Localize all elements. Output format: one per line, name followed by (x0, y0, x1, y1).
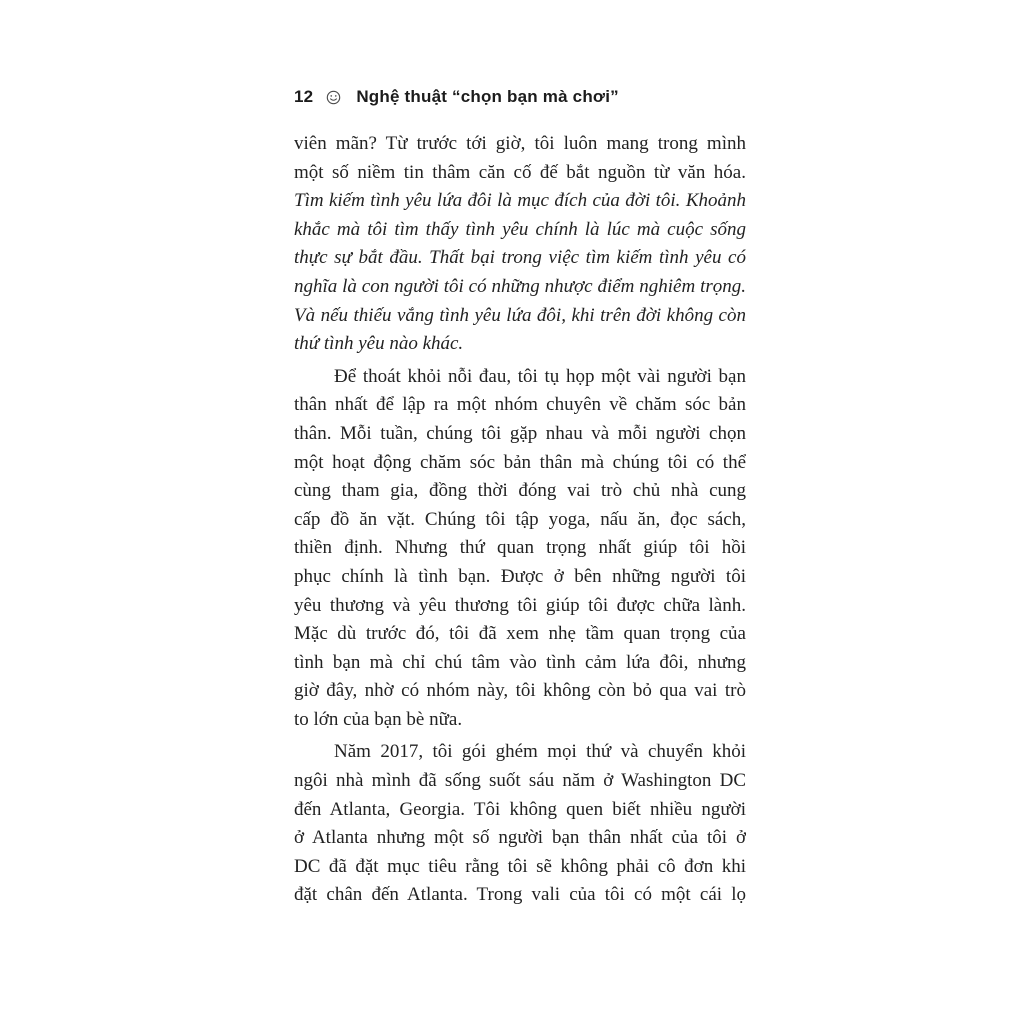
text-line: ngôi nhà mình đã sống suốt sáu năm ở Washington DC (294, 770, 746, 792)
text-line: đặt chân đến Atlanta. Trong vali của tôi có một cái lọ (294, 884, 746, 906)
page-number: 12 (294, 87, 314, 106)
text-line: khắc mà tôi tìm thấy tình yêu chính là lúc mà cuộc sống (294, 218, 746, 240)
text-line: thân. Mỗi tuần, chúng tôi gặp nhau và mỗi người chọn (294, 422, 746, 444)
text-line: một số niềm tin thâm căn cố đế bắt nguồn từ văn hóa. (294, 161, 746, 183)
text-line: thân nhất để lập ra một nhóm chuyên về chăm sóc bản (294, 394, 746, 416)
text-line: Tìm kiếm tình yêu lứa đôi là mục đích của đời tôi. Khoảnh (294, 190, 746, 212)
text-line: một hoạt động chăm sóc bản thân mà chúng tôi có thể (294, 451, 746, 473)
text-line: thứ tình yêu nào khác. (294, 333, 464, 355)
text-line: Mặc dù trước đó, tôi đã xem nhẹ tầm quan trọng của (294, 623, 746, 645)
text-line: thực sự bắt đầu. Thất bại trong việc tìm kiếm tình yêu có (294, 247, 746, 269)
text-line: yêu thương và yêu thương tôi giúp tôi được chữa lành. (294, 594, 746, 616)
text-line: tình bạn mà chỉ chú tâm vào tình cảm lứa đôi, nhưng (294, 651, 746, 673)
text-line: cấp đồ ăn vặt. Chúng tôi tập yoga, nấu ăn, đọc sách, (294, 508, 746, 530)
running-header (294, 87, 746, 107)
page-text (294, 130, 746, 910)
text-line: nghĩa là con người tôi có những nhược điểm nghiêm trọng. (294, 275, 746, 297)
text-line: Để thoát khỏi nỗi đau, tôi tụ họp một vài người bạn (334, 365, 746, 387)
text-line: to lớn của bạn bè nữa. (294, 708, 463, 730)
running-title: Nghệ thuật “chọn bạn mà chơi” (356, 87, 619, 106)
text-line: giờ đây, nhờ có nhóm này, tôi không còn bỏ qua vai trò (294, 680, 746, 702)
text-line: ở Atlanta nhưng một số người bạn thân nhất của tôi ở (294, 827, 746, 849)
text-line: đến Atlanta, Georgia. Tôi không quen biết nhiều người (294, 798, 746, 820)
text-line: Năm 2017, tôi gói ghém mọi thứ và chuyển khỏi (334, 741, 746, 763)
text-line: cùng tham gia, đồng thời đóng vai trò chủ nhà cung (294, 480, 746, 502)
text-line: DC đã đặt mục tiêu rằng tôi sẽ không phải cô đơn khi (294, 855, 746, 877)
text-line: Và nếu thiếu vắng tình yêu lứa đôi, khi trên đời không còn (294, 304, 746, 326)
smiley-icon (326, 90, 341, 105)
text-line: phục chính là tình bạn. Được ở bên những người tôi (294, 565, 746, 587)
text-line: viên mãn? Từ trước tới giờ, tôi luôn mang trong mình (294, 133, 746, 154)
text-line: thiền định. Nhưng thứ quan trọng nhất giúp tôi hồi (294, 537, 746, 559)
